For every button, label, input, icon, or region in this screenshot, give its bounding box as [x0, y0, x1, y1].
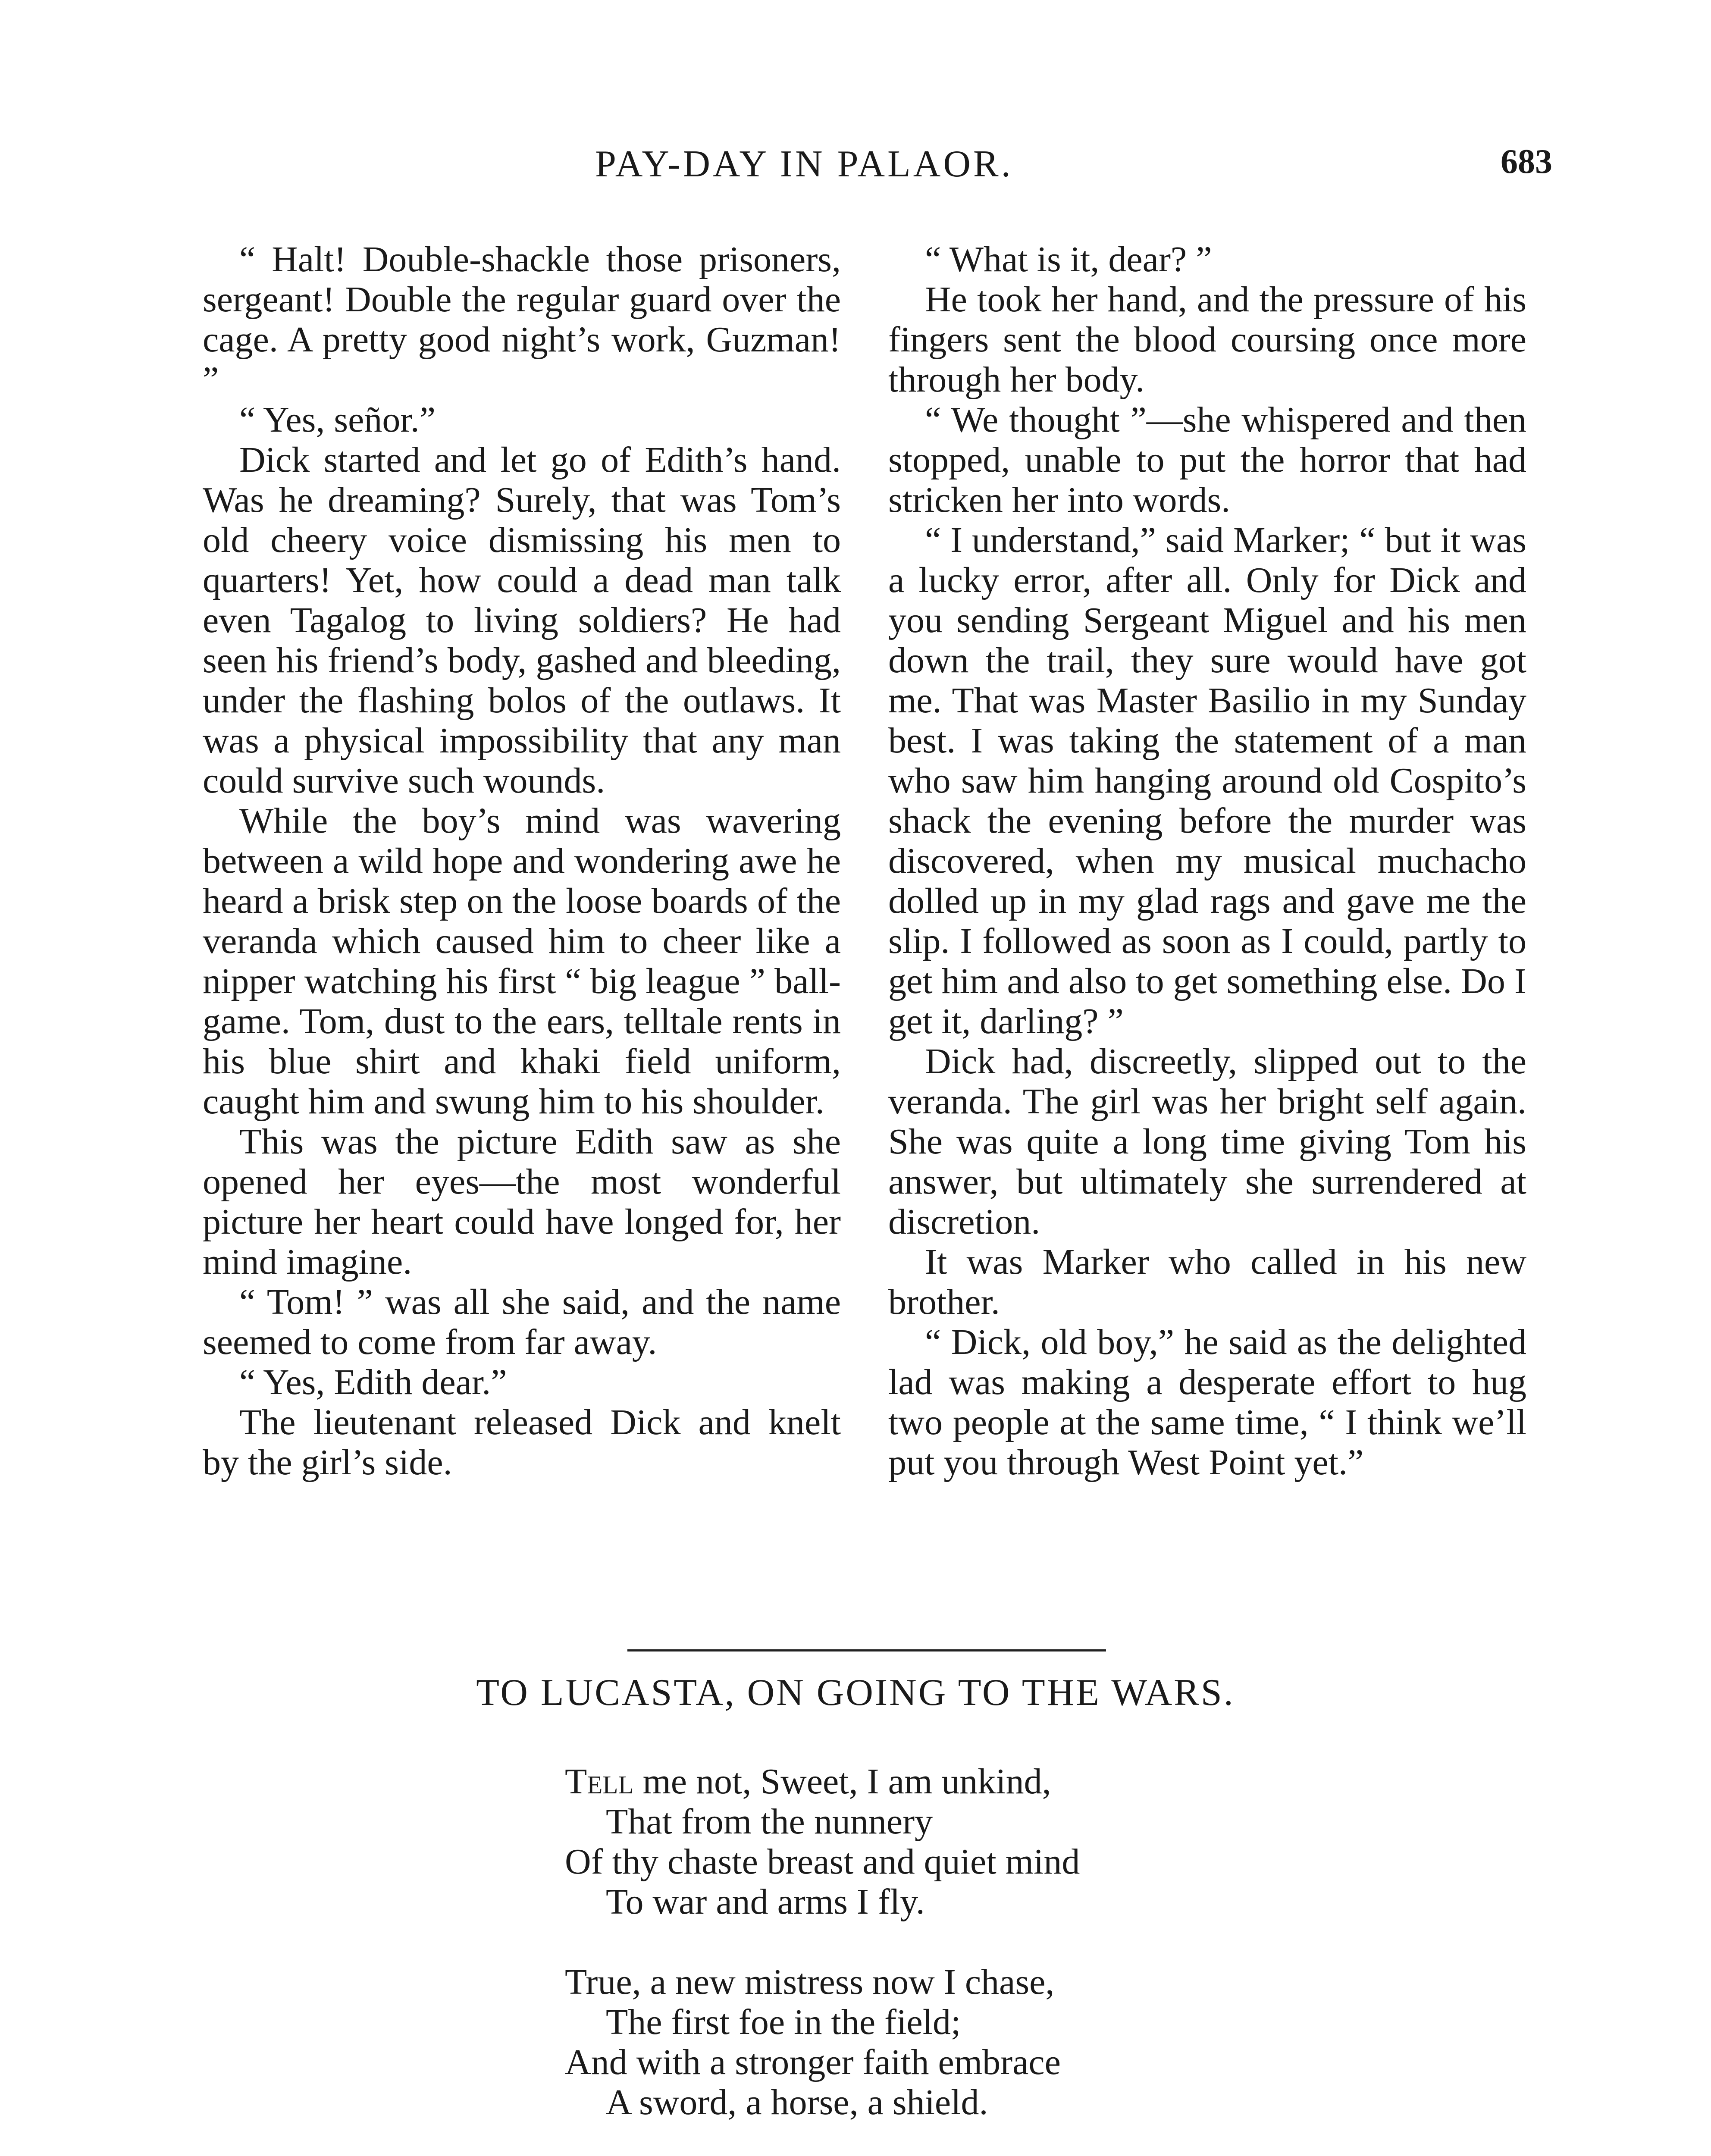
stanza [565, 1761, 1427, 1922]
paragraph: Dick started and let go of Edith’s hand. Was he dreaming? Surely, that was Tom’s old cheery voice dismissing his men to quarters! Yet, how could a dead man talk even Tagalog to living soldiers? He had seen his friend’s body, gashed and bleeding, under the flashing bolos of the outlaws. It was a physical impossibility that any man could survive such wounds. [203, 440, 841, 801]
section-divider [627, 1649, 1106, 1651]
page-number: 683 [1501, 143, 1552, 181]
paragraph: While the boy’s mind was wavering between a wild hope and wondering awe he heard a brisk step on the loose boards of the veranda which caused him to cheer like a nipper watching his first “ big league ” ball-game. Tom, dust to the ears, telltale rents in his blue shirt and khaki field uniform, caught him and swung him to his shoulder. [203, 801, 841, 1122]
paragraph: “ I understand,” said Marker; “ but it was a lucky error, after all. Only for Dick and you sending Sergeant Miguel and his men down the trail, they sure would have got me. That was Master Basilio in my Sunday best. I was taking the statement of a man who saw him hanging around old Cospito’s shack the evening before the murder was discovered, when my musical muchacho dolled up in my glad rags and gave me the slip. I followed as soon as I could, partly to get him and also to get something else. Do I get it, darling? ” [888, 520, 1526, 1041]
poem-line: True, a new mistress now I chase, [565, 1962, 1055, 2002]
paragraph: “ Halt! Double-shackle those prisoners, sergeant! Double the regular guard over the cage. A pretty good night’s work, Guzman! ” [203, 239, 841, 400]
running-title: PAY-DAY IN PALAOR. [595, 143, 1013, 185]
poem-line [565, 1761, 1427, 1802]
poem-line: To war and arms I fly. [606, 1882, 925, 1922]
paragraph: “ Tom! ” was all she said, and the name seemed to come from far away. [203, 1282, 841, 1362]
poem-line: Of thy chaste breast and quiet mind [565, 1842, 1080, 1882]
poem [565, 1761, 1427, 2156]
poem-line: And with a stronger faith embrace [565, 2042, 1061, 2082]
poem-line: The first foe in the field; [606, 2002, 961, 2042]
paragraph: It was Marker who called in his new brother. [888, 1242, 1526, 1322]
paragraph: The lieutenant released Dick and knelt by the girl’s side. [203, 1402, 841, 1482]
poem-title: TO LUCASTA, ON GOING TO THE WARS. [476, 1672, 1235, 1714]
paragraph: “ Yes, señor.” [239, 400, 436, 440]
paragraph: “ We thought ”—she whispered and then stopped, unable to put the horror that had stricken her into words. [888, 400, 1526, 520]
paragraph: “ Yes, Edith dear.” [239, 1362, 507, 1402]
paragraph: This was the picture Edith saw as she opened her eyes—the most wonderful picture her heart could have longed for, her mind imagine. [203, 1122, 841, 1282]
stanza [565, 1962, 1427, 2122]
paragraph: Dick had, discreetly, slipped out to the veranda. The girl was her bright self again. She was quite a long time giving Tom his answer, but ultimately she surrendered at discretion. [888, 1041, 1526, 1242]
left-column [203, 239, 841, 1482]
poem-line: A sword, a horse, a shield. [606, 2082, 988, 2122]
poem-line-text: me not, Sweet, I am unkind, [642, 1761, 1051, 1802]
paragraph: He took her hand, and the pressure of his fingers sent the blood coursing once more through her body. [888, 279, 1526, 400]
running-head [0, 142, 1711, 194]
paragraph: “ Dick, old boy,” he said as the delighted lad was making a desperate effort to hug two people at the same time, “ I think we’ll put you through West Point yet.” [888, 1322, 1526, 1482]
poem-line: That from the nunnery [606, 1802, 933, 1842]
paragraph: “ What is it, dear? ” [925, 239, 1212, 279]
poem-first-word: Tell [565, 1761, 634, 1802]
right-column [888, 239, 1526, 1482]
